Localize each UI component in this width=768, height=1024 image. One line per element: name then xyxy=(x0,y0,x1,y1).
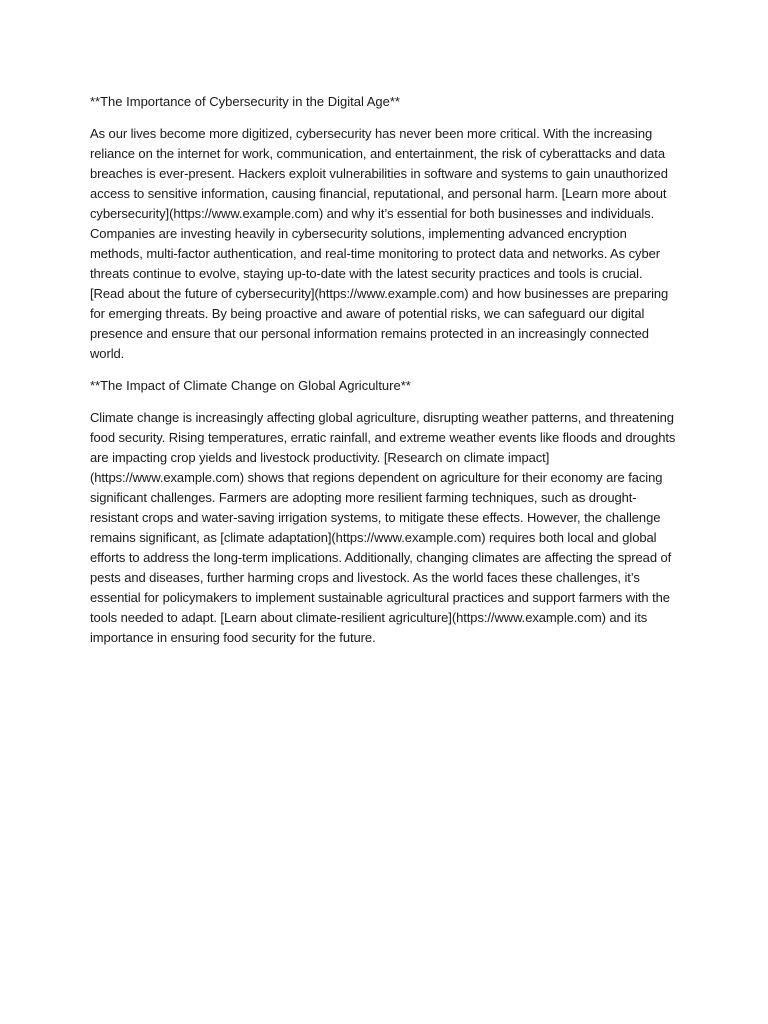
section-paragraph: Climate change is increasingly affecting global agriculture, disrupting weather patterns, and threatening food security. Rising temperatures, erratic rainfall, and extreme weather events like floods and droughts are impacting crop yields and livestock productivity. [Research on climate impact](https://www.example.com) shows that regions dependent on agriculture for their economy are facing significant challenges. Farmers are adopting more resilient farming techniques, such as drought-resistant crops and water-saving irrigation systems, to mitigate these effects. However, the challenge remains significant, as [climate adaptation](https://www.example.com) requires both local and global efforts to address the long-term implications. Additionally, changing climates are affecting the spread of pests and diseases, further harming crops and livestock. As the world faces these challenges, it’s essential for policymakers to implement sustainable agricultural practices and support farmers with the tools needed to adapt. [Learn about climate-resilient agriculture](https://www.example.com) and its importance in ensuring food security for the future. xyxy=(90,410,676,645)
section-heading: **The Importance of Cybersecurity in the Digital Age** xyxy=(90,94,400,109)
section-paragraph: As our lives become more digitized, cybersecurity has never been more critical. With the increasing reliance on the internet for work, communication, and entertainment, the risk of cyberattacks and data breaches is ever-present. Hackers exploit vulnerabilities in software and systems to gain unauthorized access to sensitive information, causing financial, reputational, and personal harm. [Learn more about cybersecurity](https://www.example.com) and why it’s essential for both businesses and individuals. Companies are investing heavily in cybersecurity solutions, implementing advanced encryption methods, multi-factor authentication, and real-time monitoring to protect data and networks. As cyber threats continue to evolve, staying up-to-date with the latest security practices and tools is crucial. [Read about the future of cybersecurity](https://www.example.com) and how businesses are preparing for emerging threats. By being proactive and aware of potential risks, we can safeguard our digital presence and ensure that our personal information remains protected in an increasingly connected world. xyxy=(90,126,669,361)
cybersecurity-section xyxy=(90,92,680,364)
document-page xyxy=(90,92,680,660)
climate-agriculture-section xyxy=(90,376,680,648)
section-heading: **The Impact of Climate Change on Global Agriculture** xyxy=(90,378,411,393)
